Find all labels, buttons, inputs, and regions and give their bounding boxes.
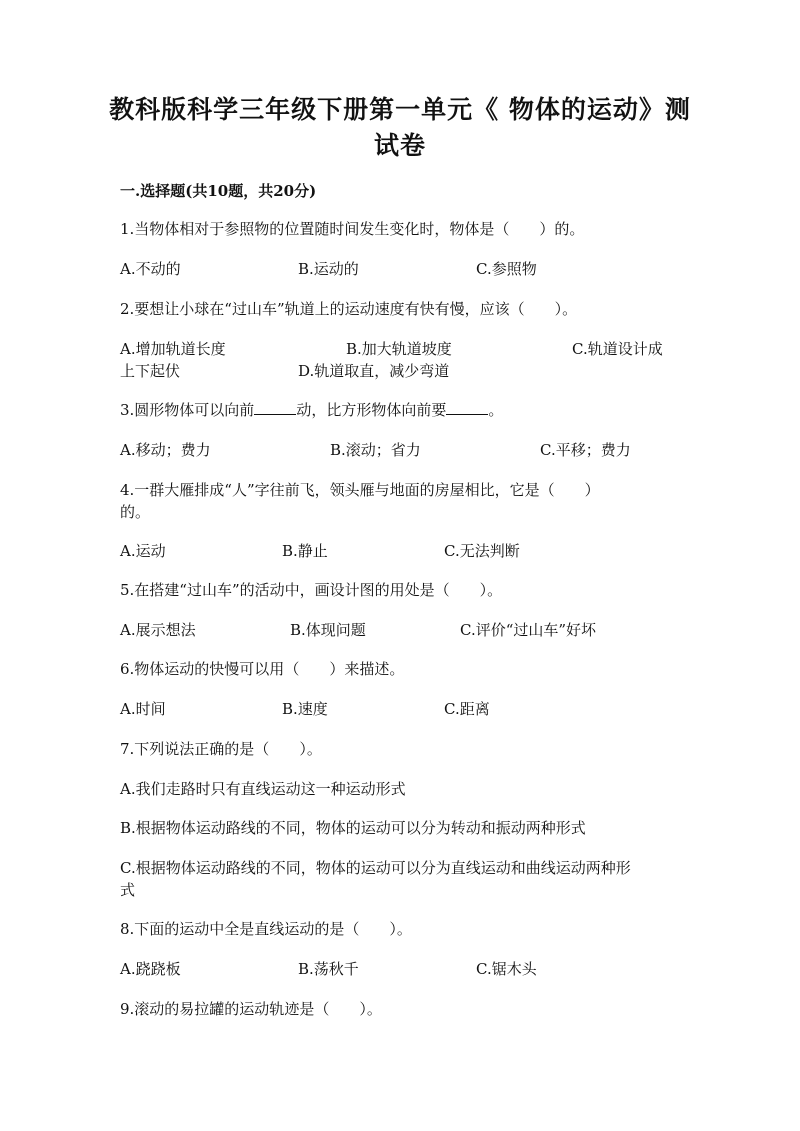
q8-option-a: A.跷跷板 — [120, 960, 181, 978]
question-3-stem — [120, 400, 503, 420]
q3-blank-2 — [446, 400, 488, 415]
q7-option-c-continued: 式 — [120, 881, 136, 899]
q5-option-a: A.展示想法 — [120, 621, 196, 639]
q3-stem-part-2: 动，比方形物体向前要 — [296, 401, 447, 419]
q2-option-c: C.轨道设计成 — [572, 340, 663, 358]
question-2-stem: 2.要想让小球在“过山车”轨道上的运动速度有快有慢，应该（ ）。 — [120, 300, 578, 318]
q3-option-b: B.滚动；省力 — [330, 441, 421, 459]
q2-option-a: A.增加轨道长度 — [120, 340, 226, 358]
q3-stem-part-1: 3.圆形物体可以向前 — [120, 401, 255, 419]
q7-option-c: C.根据物体运动路线的不同，物体的运动可以分为直线运动和曲线运动两种形 — [120, 859, 631, 877]
q6-option-b: B.速度 — [282, 700, 328, 718]
exam-title — [100, 92, 700, 164]
question-5-stem: 5.在搭建“过山车”的活动中，画设计图的用处是（ ）。 — [120, 581, 503, 599]
title-line-1: 教科版科学三年级下册第一单元《 物体的运动》测 — [109, 95, 691, 124]
q4-option-c: C.无法判断 — [444, 542, 520, 560]
q3-option-a: A.移动；费力 — [120, 441, 211, 459]
question-4-stem: 4.一群大雁排成“人”字往前飞，领头雁与地面的房屋相比，它是（ ） — [120, 481, 600, 499]
q7-option-b: B.根据物体运动路线的不同，物体的运动可以分为转动和振动两种形式 — [120, 819, 586, 837]
question-7-stem: 7.下列说法正确的是（ ）。 — [120, 740, 322, 758]
question-9-stem: 9.滚动的易拉罐的运动轨迹是（ ）。 — [120, 1000, 382, 1018]
q3-option-c: C.平移；费力 — [540, 441, 631, 459]
question-4-stem-continued: 的。 — [120, 503, 151, 521]
q3-blank-1 — [254, 400, 296, 415]
q1-option-a: A.不动的 — [120, 260, 181, 278]
q2-option-c-continued: 上下起伏 — [120, 362, 181, 380]
q8-option-c: C.锯木头 — [476, 960, 537, 978]
q6-option-a: A.时间 — [120, 700, 166, 718]
question-1-stem: 1.当物体相对于参照物的位置随时间发生变化时，物体是（ ）的。 — [120, 220, 585, 238]
q2-option-b: B.加大轨道坡度 — [346, 340, 452, 358]
q4-option-b: B.静止 — [282, 542, 328, 560]
q6-option-c: C.距离 — [444, 700, 490, 718]
question-6-stem: 6.物体运动的快慢可以用（ ）来描述。 — [120, 660, 405, 678]
section-heading: 一.选择题(共10题，共20分) — [120, 182, 317, 200]
question-8-stem: 8.下面的运动中全是直线运动的是（ ）。 — [120, 920, 412, 938]
title-line-2: 试卷 — [373, 131, 426, 160]
q8-option-b: B.荡秋千 — [298, 960, 359, 978]
q1-option-c: C.参照物 — [476, 260, 537, 278]
q7-option-a: A.我们走路时只有直线运动这一种运动形式 — [120, 780, 406, 798]
q3-stem-part-3: 。 — [488, 401, 504, 419]
q2-option-d: D.轨道取直，减少弯道 — [298, 362, 450, 380]
q5-option-c: C.评价“过山车”好坏 — [460, 621, 597, 639]
q5-option-b: B.体现问题 — [290, 621, 366, 639]
q1-option-b: B.运动的 — [298, 260, 359, 278]
q4-option-a: A.运动 — [120, 542, 166, 560]
